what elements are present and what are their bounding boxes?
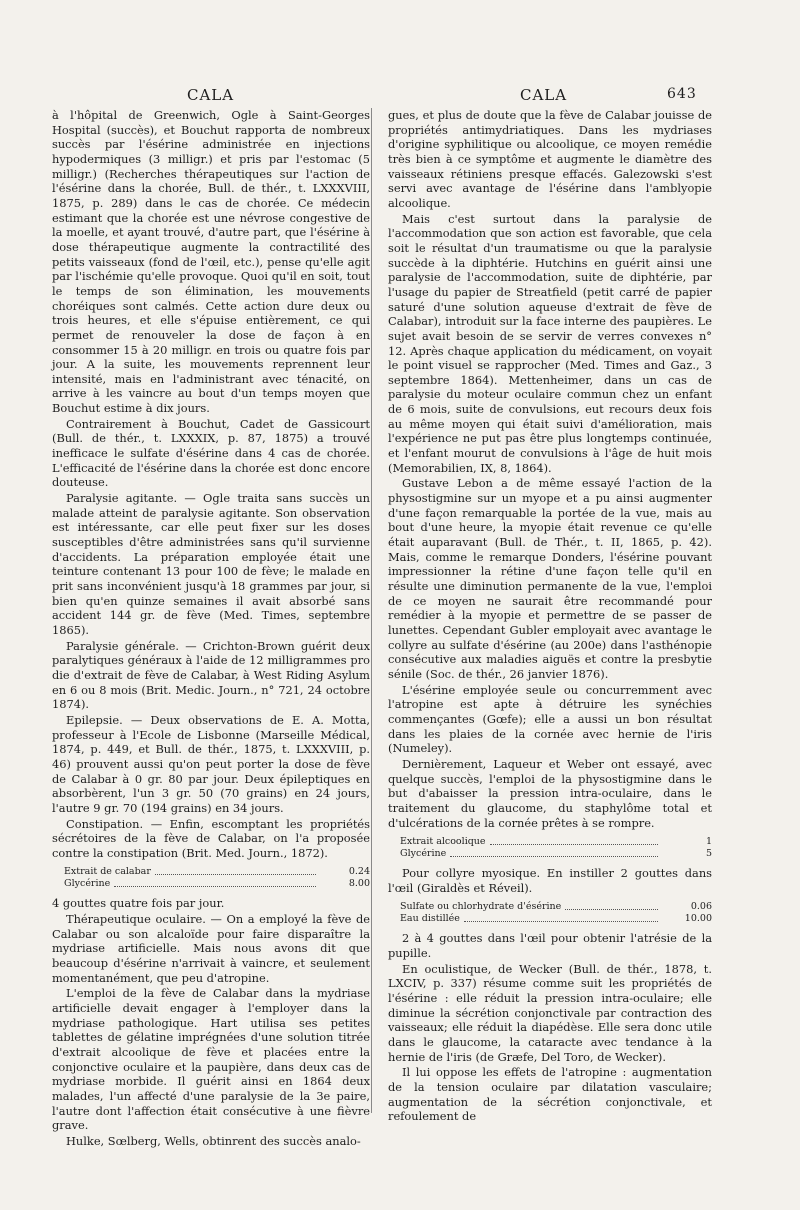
paragraph: L'emploi de la fève de Calabar dans la mydriase artificielle devait engager à l'employer dans la mydriase pathologique. Hart utilisa ses petites tablettes de gélatine imprégnées d'une solution titrée d'extrait alcoolique de fève et placées entre la conjonctive oculaire et la paupière, dans deux cas de mydriase morbide. Il guérit ainsi en 1864 deux malades, l'un affecté d'une paralysie de la 3e paire, l'autre dont l'affection était consécutive à une fièvre grave. [52, 986, 370, 1133]
paragraph: Dernièrement, Laqueur et Weber ont essayé, avec quelque succès, l'emploi de la physostigmine dans le but d'abaisser la pression intra-oculaire, dans le traitement du glaucome, du staphylôme total et d'ulcérations de la cornée prêtes à se rompre. [388, 756, 712, 830]
formula-row [64, 878, 370, 890]
column-divider [371, 108, 372, 1113]
left-column [52, 108, 370, 1150]
paragraph: Epilepsie. — Deux observations de E. A. Motta, professeur à l'Ecole de Lisbonne (Marseille Médical, 1874, p. 449, et Bull. de thér., 1875, t. LXXXVIII, p. 46) prouvent aussi qu'on peut porter la dose de fève de Calabar à 0 gr. 80 par jour. Deux épileptiques en absorbèrent, l'un 3 gr. 50 (70 grains) en 24 jours, l'autre 9 gr. 70 (194 grains) en 34 jours. [52, 712, 370, 815]
paragraph: Paralysie agitante. — Ogle traita sans succès un malade atteint de paralysie agitante. Son observation est intéressante, car elle peut fixer sur les doses susceptibles d'être administrées sans qu'il survienne d'accidents. La préparation employée était une teinture contenant 13 pour 100 de fève; le malade en prit sans inconvénient jusqu'à 18 grammes par jour, si bien qu'en quinze semaines il avait absorbé sans accident 144 gr. de fève (Med. Times, septembre 1865). [52, 491, 370, 637]
paragraph: L'ésérine employée seule ou concurremment avec l'atropine est apte à détruire les synéchies commençantes (Gœfe); elle a aussi un bon résultat dans les plaies de la cornée avec hernie de l'iris (Numeley). [388, 682, 712, 756]
formula-row [64, 866, 370, 878]
paragraph: Thérapeutique oculaire. — On a employé la fève de Calabar ou son alcaloïde pour faire disparaître la mydriase artificielle. Mais nous avons dit que beaucoup d'ésérine n'arrivait à vaincre, et seulement momentanément, que peu d'atropine. [52, 912, 370, 985]
formula-row [400, 836, 712, 848]
paragraph: Contrairement à Bouchut, Cadet de Gassicourt (Bull. de thér., t. LXXXIX, p. 87, 1875) a trouvé inefficace le sulfate d'ésérine dans 4 cas de chorée. L'efficacité de l'ésérine dans la chorée est donc encore douteuse. [52, 416, 370, 490]
paragraph: Hulke, Sœlberg, Wells, obtinrent des succès analo- [66, 1133, 361, 1148]
ingredient-quantity: 0.24 [348, 866, 370, 878]
leader-dots [490, 836, 658, 845]
formula-row [400, 901, 712, 913]
ingredient-quantity: 10.00 [684, 913, 712, 925]
formula-block [64, 866, 370, 890]
leader-dots [155, 866, 316, 875]
paragraph: Il lui oppose les effets de l'atropine : augmentation de la tension oculaire par dilatation vasculaire; augmentation de la sécrétion conjonctivale, et refoulement de [388, 1065, 712, 1124]
ingredient-quantity: 1 [705, 836, 712, 848]
ingredient-name: Glycérine [64, 878, 111, 890]
ingredient-name: Sulfate ou chlorhydrate d'ésérine [400, 901, 562, 913]
leader-dots [565, 901, 658, 910]
paragraph: Mais c'est surtout dans la paralysie de l'accommodation que son action est favorable, que cela soit le résultat d'un traumatisme ou que la paralysie succède à la diphtérie. Hutchins en guérit ainsi une paralysie de l'accommodation, suite de diphtérie, par l'usage du papier de Streatfield (petit carré de papier saturé d'une solution aqueuse d'extrait de fève de Calabar), introduit sur la face interne des paupières. Le sujet avait besoin de se servir de verres convexes n° 12. Après chaque application du médicament, on voyait le point visuel se rapprocher (Med. Times and Gaz., 3 septembre 1864). Mettenheimer, dans un cas de paralysie du moteur oculaire commun chez un enfant de 6 mois, suite de convulsions, eut recours deux fois au même moyen qui était suivi d'amélioration, mais l'expérience ne put pas être plus longtemps continuée, et l'enfant mourut de convulsions à l'âge de huit mois (Memorabilien, IX, 8, 1864). [388, 211, 712, 475]
paragraph: Pour collyre myosique. En instiller 2 gouttes dans l'œil (Giraldès et Réveil). [388, 866, 712, 895]
leader-dots [464, 913, 658, 922]
paragraph: Constipation. — Enfin, escomptant les propriétés sécrétoires de la fève de Calabar, on l'a proposée contre la constipation (Brit. Med. Journ., 1872). [52, 816, 370, 860]
paragraph: 2 à 4 gouttes dans l'œil pour obtenir l'atrésie de la pupille. [388, 931, 712, 961]
ingredient-quantity: 8.00 [348, 878, 370, 890]
formula-block [400, 836, 712, 860]
formula-row [400, 913, 712, 925]
leader-dots [114, 878, 316, 887]
paragraph: gues, et plus de doute que la fève de Calabar jouisse de propriétés antimydriatiques. Dans les mydriases d'origine syphilitique ou alcoolique, ce moyen remédie très bien à ce symptôme et augmente le diamètre des vaisseaux rétiniens presque effacés. Galezowski s'est servi avec avantage de l'ésérine dans l'amblyopie alcoolique. [388, 108, 712, 210]
running-head-center: CALA [520, 86, 568, 104]
formula-block [400, 901, 712, 925]
formula-row [400, 848, 712, 860]
ingredient-name: Glycérine [400, 848, 447, 860]
running-head-left: CALA [187, 86, 235, 104]
ingredient-name: Extrait alcoolique [400, 836, 486, 848]
paragraph: Gustave Lebon a de même essayé l'action de la physostigmine sur un myope et a pu ainsi augmenter d'une façon remarquable la portée de la vue, mais au bout d'une heure, la myopie était revenue ce qu'elle était auparavant (Bull. de Thér., t. II, 1865, p. 42). Mais, comme le remarque Donders, l'ésérine pouvant impressionner la rétine d'une façon telle qu'il en résulte une diminution permanente de la vue, l'emploi de ce moyen ne saurait être recommandé pour remédier à la myopie et permettre de se passer de lunettes. Cependant Gubler employait avec avantage le collyre au sulfate d'ésérine (au 200e) dans l'asthénopie consécutive aux maladies aiguës et contre la presbytie sénile (Soc. de thér., 26 janvier 1876). [388, 476, 712, 681]
ingredient-name: Extrait de calabar [64, 866, 151, 878]
ingredient-name: Eau distillée [400, 913, 460, 925]
ingredient-quantity: 5 [705, 848, 712, 860]
paragraph: à l'hôpital de Greenwich, Ogle à Saint-Georges Hospital (succès), et Bouchut rapporta de nombreux succès par l'ésérine administrée en injections hypodermiques (3 milligr.) et pris par l'estomac (5 milligr.) (Recherches thérapeutiques sur l'action de l'ésérine dans la chorée, Bull. de thér., t. LXXXVIII, 1875, p. 289) dans le cas de chorée. Ce médecin estimant que la chorée est une névrose congestive de la moelle, et ayant trouvé, d'autre part, que l'ésérine à dose thérapeutique augmente la contractilité des petits vaisseaux (fond de l'œil, etc.), pense qu'elle agit par l'ischémie qu'elle provoque. Quoi qu'il en soit, tout le temps de son élimination, les mouvements choréiques sont calmés. Cette action dure deux ou trois heures, et elle s'épuise entièrement, ce qui permet de renouveler la dose de façon à en consommer 15 à 20 milligr. en trois ou quatre fois par jour. A la suite, les mouvements reprennent leur intensité, mais en l'administrant avec ténacité, on arrive à les vaincre au bout d'un temps moyen que Bouchut estime à dix jours. [52, 108, 370, 416]
page-number: 643 [667, 86, 697, 102]
paragraph: 4 gouttes quatre fois par jour. [52, 896, 225, 911]
paragraph: Paralysie générale. — Crichton-Brown guérit deux paralytiques généraux à l'aide de 12 milligrammes pro die d'extrait de fève de Calabar, à West Riding Asylum en 6 ou 8 mois (Brit. Medic. Journ., n° 721, 24 octobre 1874). [52, 638, 370, 712]
paragraph: En oculistique, de Wecker (Bull. de thér., 1878, t. LXCIV, p. 337) résume comme suit les propriétés de l'ésérine : elle réduit la pression intra-oculaire; elle diminue la sécrétion conjonctivale par contraction des vaisseaux; elle réduit la diapédèse. Elle sera donc utile dans le glaucome, la cataracte avec tendance à la hernie de l'iris (de Græfe, Del Toro, de Wecker). [388, 961, 712, 1064]
ingredient-quantity: 0.06 [690, 901, 712, 913]
right-column [388, 108, 712, 1125]
leader-dots [450, 848, 658, 857]
